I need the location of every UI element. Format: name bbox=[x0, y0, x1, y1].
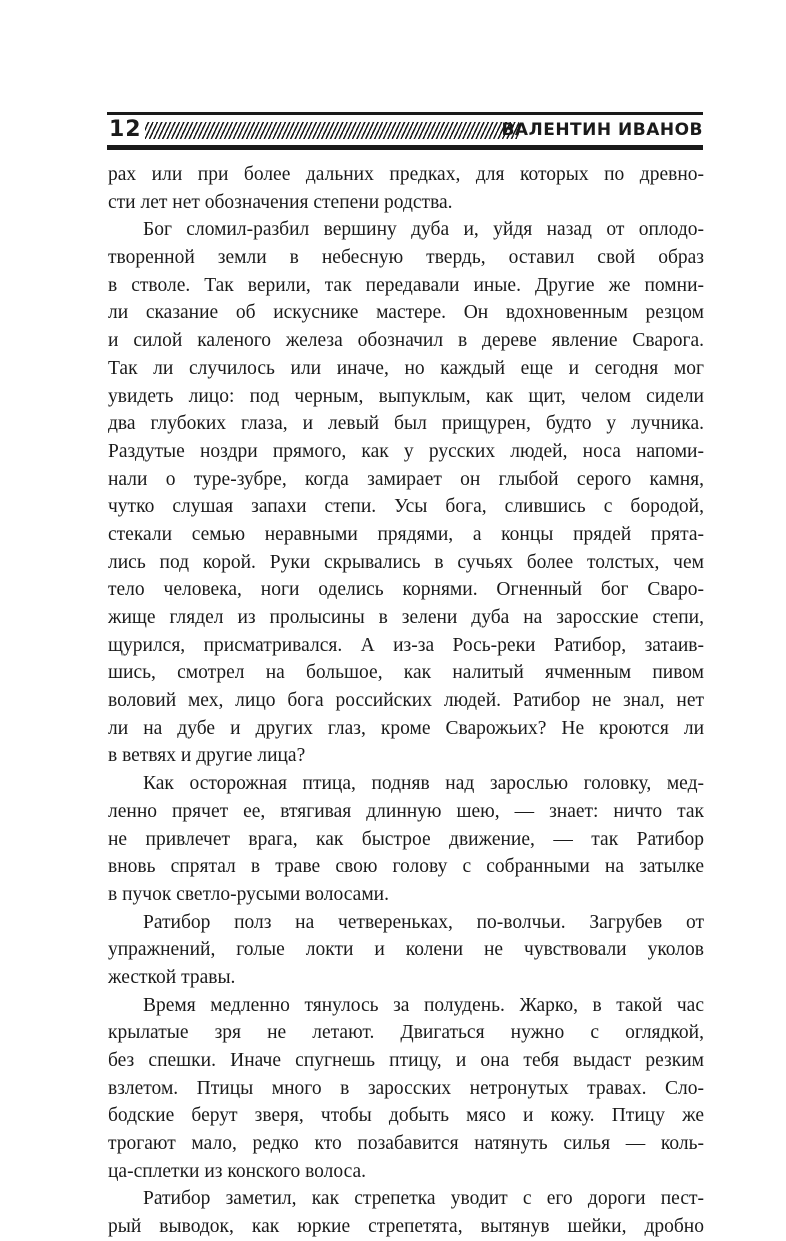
text-line: в стволе. Так верили, так передавали иные. Другие же помни- bbox=[108, 274, 704, 296]
running-head-author: ВАЛЕНТИН ИВАНОВ bbox=[501, 120, 703, 140]
text-line: в ветвях и другие лица? bbox=[108, 745, 306, 767]
text-line: вновь спрятал в траве свою голову с собранными на затылке bbox=[108, 856, 704, 878]
text-line: воловий мех, лицо бога российских людей. Ратибор не знал, нет bbox=[108, 690, 704, 712]
text-line: сти лет нет обозначения степени родства. bbox=[108, 191, 453, 213]
text-line: трогают мало, редко кто позабавится натянуть силья — коль- bbox=[108, 1133, 704, 1155]
text-line: Бог сломил-разбил вершину дуба и, уйдя назад от оплодо- bbox=[143, 219, 704, 241]
text-line: рый выводок, как юркие стрепетята, вытянув шейки, дробно bbox=[108, 1216, 704, 1238]
text-line: ца-сплетки из конского волоса. bbox=[108, 1160, 367, 1182]
text-line: два глубоких глаза, и левый был прищурен, будто у лучника. bbox=[108, 413, 704, 435]
header-top-rule bbox=[107, 112, 703, 115]
page-number: 12 bbox=[109, 117, 142, 142]
text-line: нали о туре-зубре, когда замирает он глыбой серого камня, bbox=[108, 468, 704, 490]
text-line: без спешки. Иначе спугнешь птицу, и она тебя выдаст резким bbox=[108, 1050, 704, 1071]
body-text bbox=[108, 161, 704, 1241]
header-bottom-rule bbox=[107, 145, 703, 150]
text-line: Ратибор заметил, как стрепетка уводит с его дороги пест- bbox=[143, 1188, 704, 1210]
text-line: творенной земли в небесную твердь, оставил свой образ bbox=[108, 247, 704, 269]
page-header bbox=[107, 112, 703, 152]
text-line: в пучок светло-русыми волосами. bbox=[108, 883, 389, 905]
text-line: Раздутые ноздри прямого, как у русских людей, носа напоми- bbox=[108, 440, 704, 462]
text-line: ли сказание об искуснике мастере. Он вдохновенным резцом bbox=[108, 302, 704, 324]
text-line: бодские берут зверя, чтобы добыть мясо и кожу. Птицу же bbox=[108, 1105, 704, 1127]
text-line: ли на дубе и других глаз, кроме Сварожьих? Не кроются ли bbox=[108, 717, 704, 739]
text-line: стекали семью неравными прядями, а концы прядей прята- bbox=[108, 523, 704, 545]
text-line: Ратибор полз на четвереньках, по-волчьи. Загрубев от bbox=[143, 911, 704, 933]
text-line: крылатые зря не летают. Двигаться нужно с оглядкой, bbox=[108, 1022, 704, 1044]
text-line: Так ли случилось или иначе, но каждый еще и сегодня мог bbox=[108, 357, 704, 379]
text-line: ленно прячет ее, втягивая длинную шею, — знает: ничто так bbox=[108, 800, 704, 822]
text-line: не привлечет врага, как быстрое движение, — так Ратибор bbox=[108, 828, 704, 850]
text-line: щурился, присматривался. А из-за Рось-реки Ратибор, затаив- bbox=[108, 634, 704, 656]
text-line: тело человека, ноги оделись корнями. Огненный бог Сваро- bbox=[108, 579, 704, 601]
text-line: чутко слушая запахи степи. Усы бога, слившись с бородой, bbox=[108, 496, 704, 518]
text-line: шись, смотрел на большое, как налитый ячменным пивом bbox=[108, 662, 704, 684]
text-line: и силой каленого железа обозначил в дереве явление Сварога. bbox=[108, 330, 704, 352]
text-line: жесткой травы. bbox=[108, 966, 236, 988]
text-line: Время медленно тянулось за полудень. Жарко, в такой час bbox=[143, 994, 704, 1016]
text-line: взлетом. Птицы много в заросских нетронутых травах. Сло- bbox=[108, 1077, 704, 1099]
text-line: лись под корой. Руки скрывались в сучьях более толстых, чем bbox=[108, 551, 704, 573]
text-line: Как осторожная птица, подняв над зарослью головку, мед- bbox=[143, 773, 704, 795]
text-line: упражнений, голые локти и колени не чувствовали уколов bbox=[108, 939, 704, 961]
text-line: увидеть лицо: под черным, выпуклым, как щит, челом сидели bbox=[108, 385, 704, 407]
header-hatch-ornament bbox=[145, 122, 519, 139]
text-line: рах или при более дальних предках, для которых по древно- bbox=[108, 164, 704, 185]
text-line: жище глядел из пролысины в зелени дуба на заросские степи, bbox=[108, 607, 704, 628]
